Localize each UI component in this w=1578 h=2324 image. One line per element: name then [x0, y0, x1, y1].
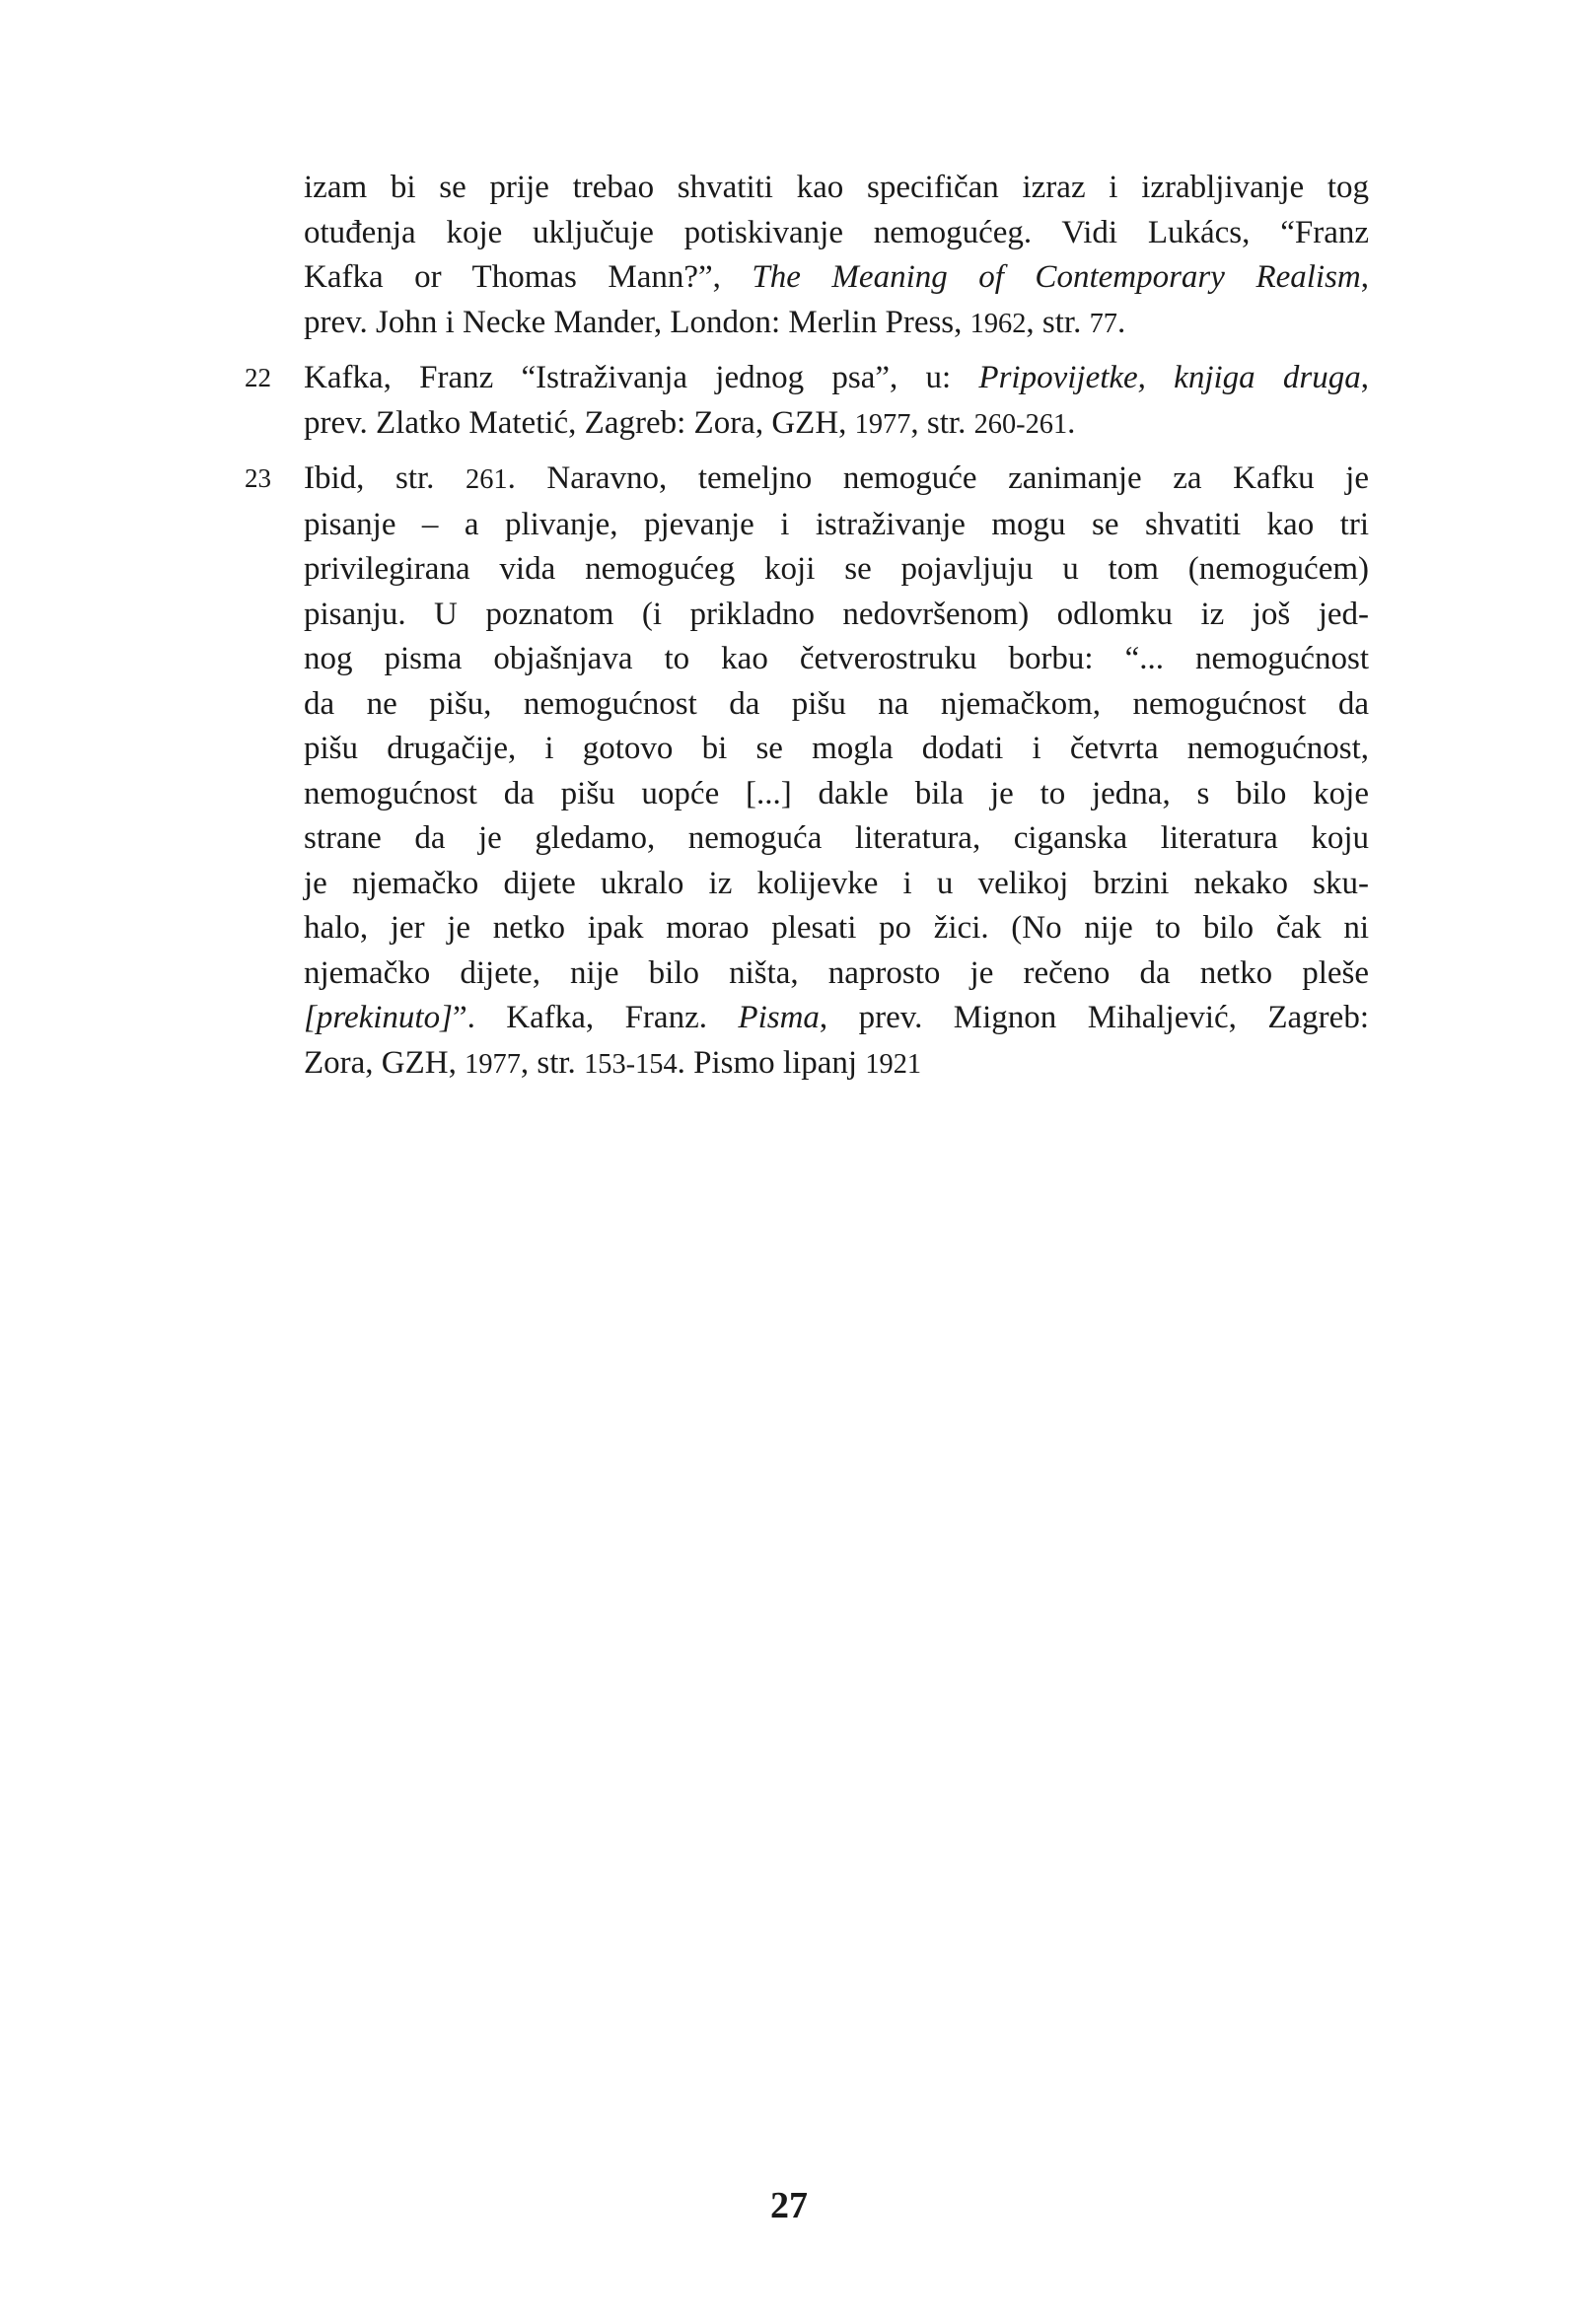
text-run: Ibid, str. [304, 460, 466, 496]
text-run-number: 1962 [969, 308, 1027, 339]
text-run: , str. [1026, 304, 1090, 340]
text-run: Kafka or Thomas Mann?”, [304, 259, 753, 295]
footnote-23 [245, 457, 1369, 1087]
footnote-line [304, 166, 1369, 211]
footnotes [245, 166, 1369, 1096]
text-run: izam bi se prije trebao shvatiti kao specifičan izraz i izrabljivanje tog [304, 170, 1369, 205]
text-run: , [1360, 259, 1370, 295]
text-run: pisanje – a plivanje, pjevanje i istraživanje mogu se shvatiti kao tri [304, 506, 1369, 542]
text-run-italic: The Meaning of Contemporary Realism [752, 259, 1361, 295]
footnote-line [304, 593, 1369, 638]
footnote-21-continuation [245, 166, 1369, 346]
text-run: Zora, GZH, [304, 1044, 466, 1081]
text-run: , [1360, 360, 1370, 395]
text-run: njemačko dijete, nije bilo ništa, naprosto je rečeno da netko pleše [304, 954, 1369, 991]
text-run-italic: Pisma [738, 1000, 820, 1035]
footnote-line [304, 996, 1369, 1041]
footnote-line [304, 772, 1369, 817]
text-run: . [1067, 404, 1076, 441]
footnote-line [304, 637, 1369, 682]
footnote-line [304, 682, 1369, 728]
text-run: , prev. Mignon Mihaljević, Zagreb: [819, 1000, 1369, 1035]
footnote-number: 22 [245, 363, 271, 392]
text-run: privilegirana vida nemogućeg koji se pojavljuju u tom (nemogućem) [304, 551, 1369, 587]
text-run: . [1116, 304, 1126, 340]
footnote-line [304, 503, 1369, 548]
footnote-line [304, 1041, 1369, 1088]
footnote-line [304, 727, 1369, 772]
footnote-line [304, 356, 1369, 401]
footnote-line [304, 906, 1369, 951]
text-run-number: 153-154 [584, 1048, 678, 1080]
text-run-number: 1921 [865, 1048, 922, 1080]
text-run-italic: Pripovijetke, knjiga druga [978, 360, 1361, 395]
footnote-line [304, 816, 1369, 862]
footnote-line [304, 457, 1369, 503]
text-run: Kafka, Franz “Istraživanja jednog psa”, u: [304, 360, 979, 395]
text-run: prev. Zlatko Matetić, Zagreb: Zora, GZH, [304, 404, 855, 441]
text-run: je njemačko dijete ukralo iz kolijevke i u velikoj brzini nekako sku- [304, 865, 1369, 901]
text-run: nemogućnost da pišu uopće [...] dakle bila je to jedna, s bilo koje [304, 775, 1369, 811]
footnote-line [304, 255, 1369, 301]
page-number: 27 [770, 2185, 808, 2226]
text-run: , str. [910, 404, 974, 441]
text-run-number: 77 [1089, 308, 1117, 339]
footnote-line [304, 301, 1369, 347]
text-run: halo, jer je netko ipak morao plesati po žici. (No nije to bilo čak ni [304, 910, 1369, 946]
text-run: . Pismo lipanj [677, 1044, 866, 1081]
text-run: da ne pišu, nemogućnost da pišu na njemačkom, nemogućnost da [304, 685, 1369, 722]
text-run: ”. Kafka, Franz. [452, 1000, 739, 1035]
footnote-line [304, 547, 1369, 593]
text-run: , str. [520, 1044, 585, 1081]
text-run-number: 1977 [854, 408, 911, 440]
footnote-line [304, 951, 1369, 997]
text-run-italic: [prekinuto] [304, 1000, 453, 1035]
text-run: nog pisma objašnjava to kao četverostruku borbu: “... nemogućnost [304, 641, 1369, 676]
footnote-line [304, 401, 1369, 448]
text-run-number: 260-261 [973, 408, 1068, 440]
text-run: strane da je gledamo, nemoguća literatura, ciganska literatura koju [304, 820, 1369, 856]
footnote-line [304, 211, 1369, 256]
text-run: pišu drugačije, i gotovo bi se mogla dodati i četvrta nemogućnost, [304, 731, 1369, 766]
text-run: pisanju. U poznatom (i prikladno nedovršenom) odlomku iz još jed- [304, 596, 1369, 632]
text-run: . Naravno, temeljno nemoguće zanimanje za Kafku je [507, 460, 1369, 496]
footnote-line [304, 862, 1369, 907]
footnote-number: 23 [245, 463, 271, 493]
footnote-22 [245, 356, 1369, 447]
text-run: prev. John i Necke Mander, London: Merlin Press, [304, 304, 970, 340]
text-run-number: 1977 [465, 1048, 521, 1080]
text-run: otuđenja koje uključuje potiskivanje nemogućeg. Vidi Lukács, “Franz [304, 214, 1369, 250]
text-run-number: 261 [466, 464, 508, 495]
